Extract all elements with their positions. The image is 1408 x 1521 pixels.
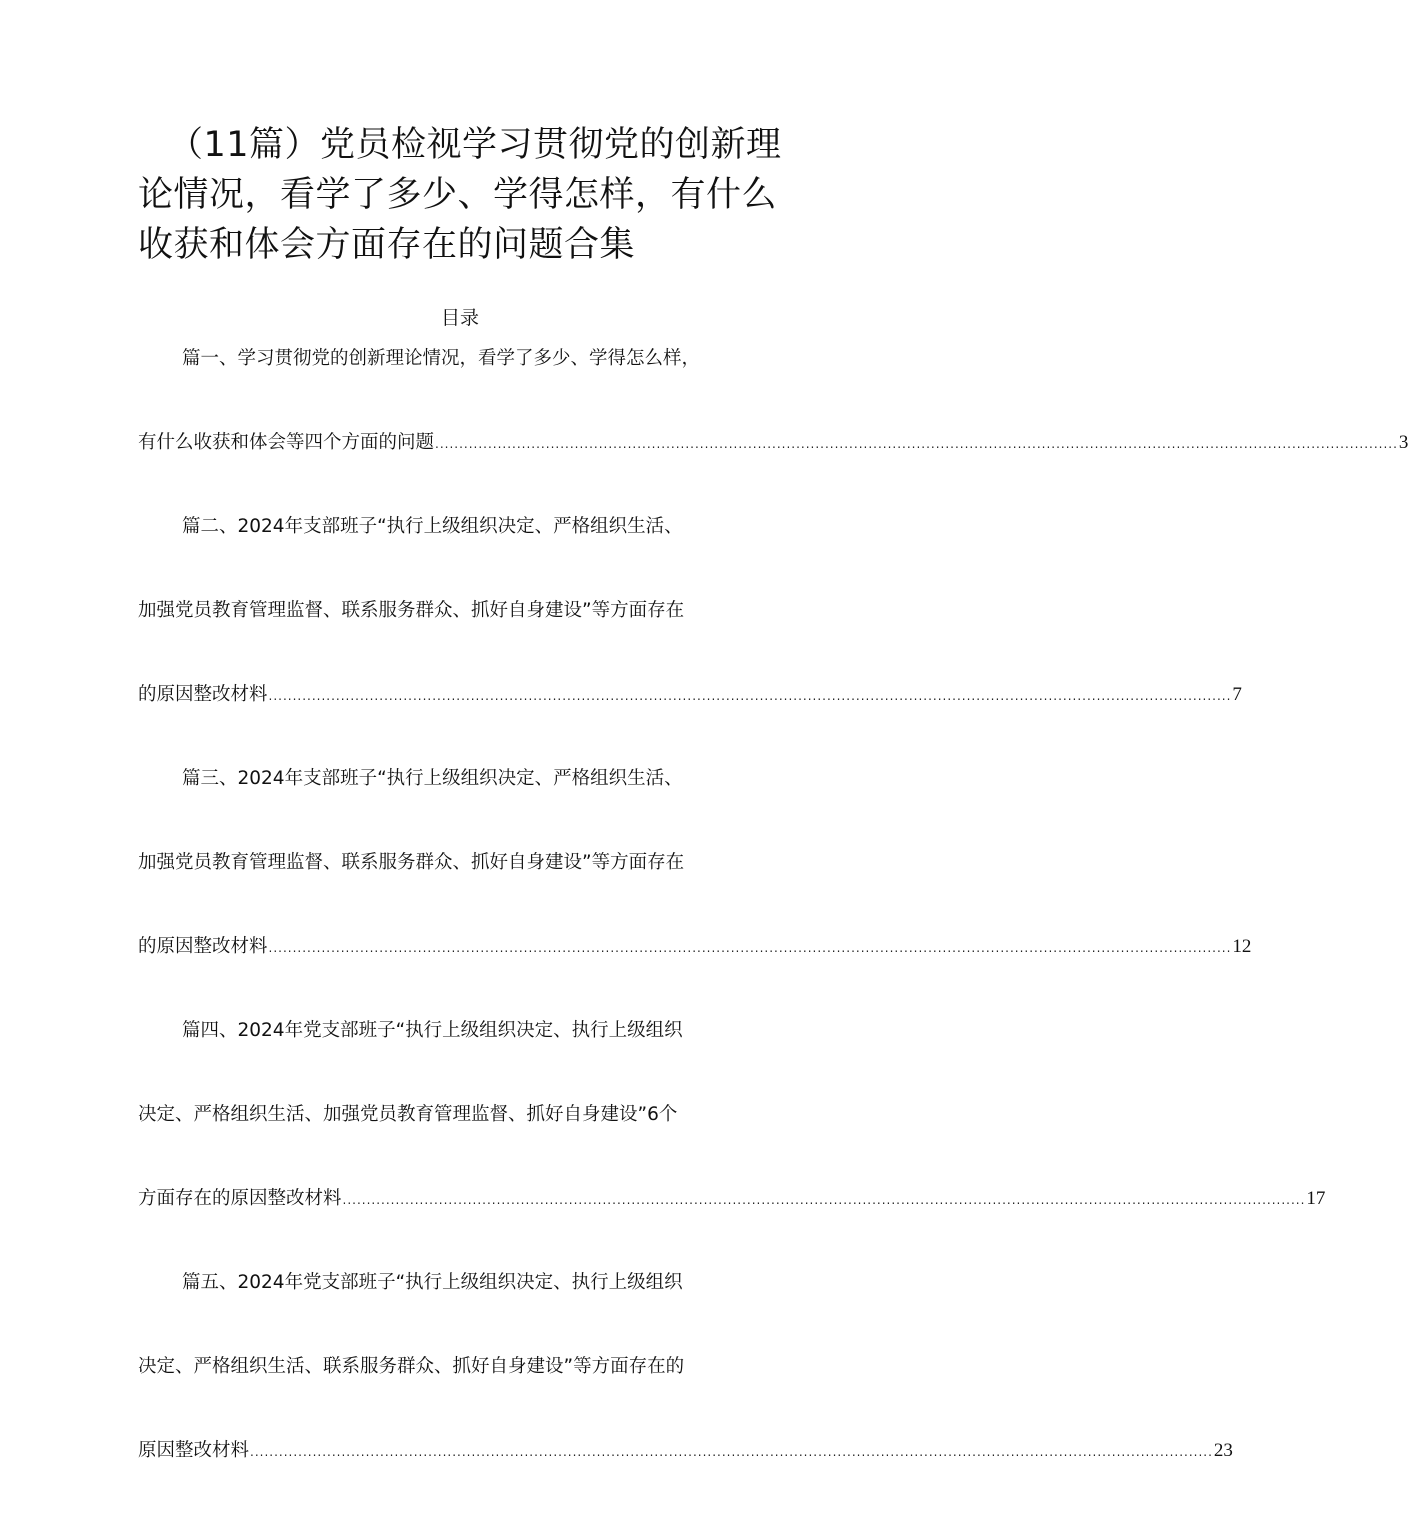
toc-entry-text-line: 决定、严格组织生活、联系服务群众、抓好自身建设”等方面存在的: [138, 1356, 685, 1377]
toc-entry-2[interactable]: [138, 513, 1242, 709]
toc-entry-last-line: [138, 1437, 1233, 1465]
toc-entry-text-line: 篇二、2024年支部班子“执行上级组织决定、严格组织生活、: [182, 516, 683, 537]
toc-entry-text-line: 加强党员教育管理监督、联系服务群众、抓好自身建设”等方面存在: [138, 852, 685, 873]
toc-page-number: 12: [1232, 936, 1252, 957]
dot-leader: ........................................................................................................................................................................................................: [342, 1193, 1306, 1207]
table-of-contents: [138, 345, 1408, 1521]
toc-entry-last-line: [138, 429, 1408, 457]
toc-entry-text-line: 决定、严格组织生活、加强党员教育管理监督、抓好自身建设”6个: [138, 1104, 678, 1125]
toc-entry-text-line: 有什么收获和体会等四个方面的问题: [138, 432, 435, 453]
toc-entry-1[interactable]: [138, 345, 1408, 457]
toc-entry-4[interactable]: [138, 1017, 1326, 1213]
toc-page-number: 7: [1232, 684, 1242, 705]
toc-entry-text-line: 方面存在的原因整改材料: [138, 1188, 342, 1209]
dot-leader: ........................................................................................................................................................................................................: [250, 1445, 1213, 1459]
toc-entry-last-line: [138, 933, 1252, 961]
dot-leader: ........................................................................................................................................................................................................: [268, 941, 1232, 955]
toc-entry-5[interactable]: [138, 1269, 1233, 1465]
toc-entry-text-line: 的原因整改材料: [138, 936, 268, 957]
toc-entry-text-line: 加强党员教育管理监督、联系服务群众、抓好自身建设”等方面存在: [138, 600, 685, 621]
toc-entry-text-line: 篇四、2024年党支部班子“执行上级组织决定、执行上级组织: [182, 1020, 683, 1041]
toc-heading: 目录: [440, 307, 479, 329]
toc-page-number: 3: [1398, 432, 1408, 453]
toc-entry-last-line: [138, 681, 1242, 709]
dot-leader: ........................................................................................................................................................................................................: [435, 437, 1398, 451]
toc-entry-text-line: 篇三、2024年支部班子“执行上级组织决定、严格组织生活、: [182, 768, 683, 789]
toc-entry-text-line: 篇一、学习贯彻党的创新理论情况，看学了多少、学得怎么样，: [182, 348, 701, 369]
toc-page-number: 23: [1213, 1440, 1233, 1461]
document-title: （11篇）党员检视学习贯彻党的创新理论情况，看学了多少、学得怎样，有什么收获和体会方面存在的问题合集: [138, 125, 782, 265]
toc-entry-text-line: 篇五、2024年党支部班子“执行上级组织决定、执行上级组织: [182, 1272, 683, 1293]
toc-entry-3[interactable]: [138, 765, 1252, 961]
dot-leader: ........................................................................................................................................................................................................: [268, 689, 1232, 703]
toc-entry-last-line: [138, 1185, 1326, 1213]
toc-entry-text-line: 的原因整改材料: [138, 684, 268, 705]
toc-entry-text-line: 原因整改材料: [138, 1440, 250, 1461]
toc-page-number: 17: [1306, 1188, 1326, 1209]
